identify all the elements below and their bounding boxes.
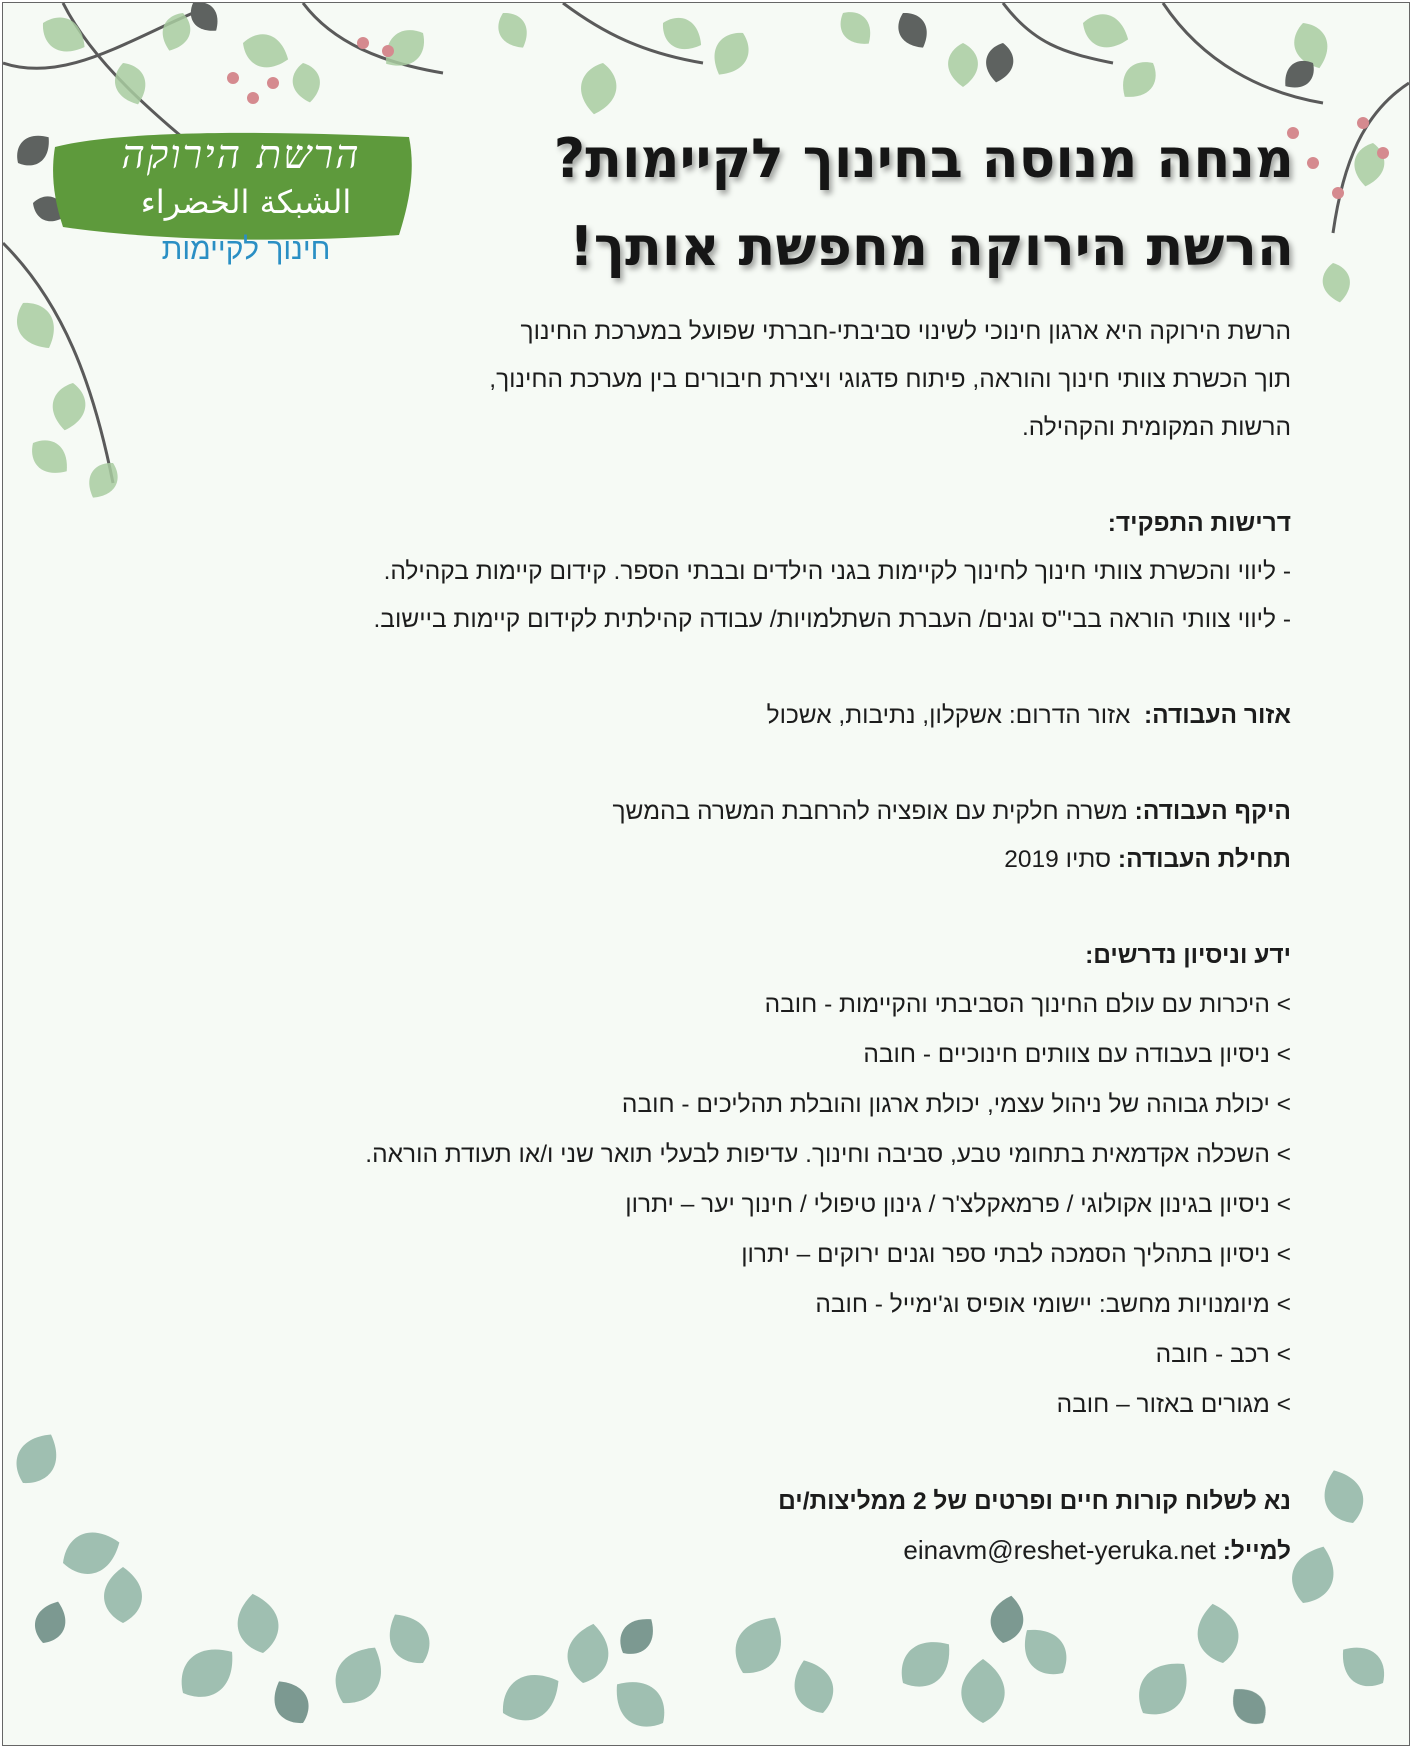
- experience-list: [81, 980, 1291, 1430]
- list-item: > יכולת גבוהה של ניהול עצמי, יכולת ארגון והובלת תהליכים - חובה: [621, 1091, 1291, 1118]
- contact-email-line: [81, 1526, 1291, 1576]
- logo-arabic-name: الشبكة الخضراء: [140, 183, 352, 221]
- intro-line-1: הרשת הירוקה היא ארגון חינוכי לשינוי סביבתי-חברתי שפועל במערכת החינוך: [520, 318, 1291, 345]
- page-title: [394, 115, 1294, 291]
- title-line-2: הרשת הירוקה מחפשת אותך!: [569, 215, 1294, 278]
- contact-mail-label: למייל:: [1222, 1538, 1291, 1565]
- work-scope-value: משרה חלקית עם אופציה להרחבת המשרה בהמשך: [612, 798, 1128, 825]
- ad-content: [81, 308, 1291, 1576]
- list-item: > השכלה אקדמאית בתחומי טבע, סביבה וחינוך. עדיפות לבעלי תואר שני ו/או תעודת הוראה.: [365, 1141, 1291, 1168]
- list-item: > ניסיון בעבודה עם צוותים חינוכיים - חובה: [863, 1041, 1291, 1068]
- contact-instructions: נא לשלוח קורות חיים ופרטים של 2 ממליצות/ים: [778, 1488, 1291, 1515]
- intro-line-3: הרשות המקומית והקהילה.: [1021, 414, 1291, 441]
- reshet-yeruka-logo: [41, 121, 421, 281]
- start-date: [81, 836, 1291, 884]
- work-area: [81, 692, 1291, 740]
- requirement-item: - ליווי והכשרת צוותי חינוך לחינוך לקיימות בגני הילדים ובבתי הספר. קידום קיימות בקהילה.: [383, 558, 1291, 585]
- start-date-label: תחילת העבודה:: [1117, 846, 1291, 873]
- requirements-heading: דרישות התפקיד:: [1107, 510, 1291, 537]
- work-area-label: אזור העבודה:: [1144, 702, 1291, 729]
- requirement-item: - ליווי צוותי הוראה בבי"ס וגנים/ העברת השתלמויות/ עבודה קהילתית לקידום קיימות ביישוב.: [373, 606, 1291, 633]
- job-ad-page: [2, 2, 1410, 1746]
- list-item: > רכב - חובה: [1155, 1341, 1291, 1368]
- logo-hebrew-name: הרשת הירוקה: [121, 132, 361, 178]
- work-area-value: אזור הדרום: אשקלון, נתיבות, אשכול: [766, 702, 1131, 729]
- logo-tagline: חינוך לקיימות: [161, 233, 331, 266]
- list-item: > ניסיון בתהליך הסמכה לבתי ספר וגנים ירוקים – יתרון: [741, 1241, 1291, 1268]
- start-date-value: סתיו 2019: [1004, 846, 1112, 873]
- intro-line-2: תוך הכשרת צוותי חינוך והוראה, פיתוח פדגוגי ויצירת חיבורים בין מערכת החינוך,: [489, 366, 1291, 393]
- list-item: > ניסיון בגינון אקולוגי / פרמאקלצ'ר / גינון טיפולי / חינוך יער – יתרון: [625, 1191, 1291, 1218]
- experience-heading: ידע וניסיון נדרשים:: [1085, 942, 1291, 969]
- work-scope-label: היקף העבודה:: [1134, 798, 1291, 825]
- list-item: > מיומנויות מחשב: יישומי אופיס וג'ימייל - חובה: [815, 1291, 1291, 1318]
- work-scope: [81, 788, 1291, 836]
- list-item: > היכרות עם עולם החינוך הסביבתי והקיימות - חובה: [764, 991, 1291, 1018]
- list-item: > מגורים באזור – חובה: [1056, 1391, 1291, 1418]
- title-line-1: מנחה מנוסה בחינוך לקיימות?: [553, 127, 1294, 190]
- contact-email-link[interactable]: einavm@reshet-yeruka.net: [903, 1535, 1216, 1565]
